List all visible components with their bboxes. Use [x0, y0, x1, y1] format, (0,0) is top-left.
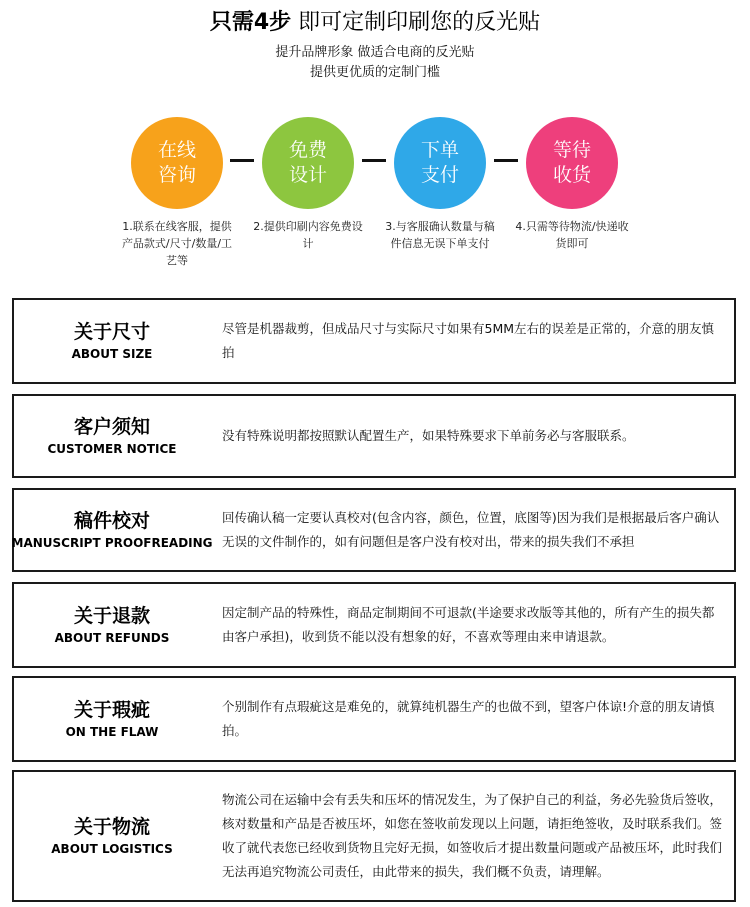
notice-text: 个别制作有点瑕疵这是难免的，就算纯机器生产的也做不到，望客户体谅!介意的朋友请慎拍。	[222, 699, 715, 738]
step-3-line2: 支付	[420, 164, 459, 186]
page-title-rest: 即可定制印刷您的反光贴	[291, 10, 541, 35]
step-4-circle	[526, 117, 618, 209]
step-2-circle	[262, 117, 354, 209]
step-1-description: 1.联系在线客服，提供产品款式/尺寸/数量/工艺等	[121, 220, 233, 267]
notice-text: 物流公司在运输中会有丢失和压坏的情况发生，为了保护自己的利益，务必先验货后签收，核对数量和产品是否被压坏，如您在签收前发现以上问题，请拒绝签收，及时联系我们。签收了就代表您已经收到货物且完好无损，如签收后才提出数量问题或产品被压坏，此时我们无法再追究物流公司责任，由此带来的损失，我们概不负责，请理解。	[222, 792, 723, 879]
notice-text: 因定制产品的特殊性，商品定制期间不可退款(半途要求改版等其他的，所有产生的损失都由客户承担)，收到货不能以没有想象的好，不喜欢等理由来申请退款。	[222, 605, 715, 644]
step-connector-1	[230, 159, 254, 162]
step-1-line2: 咨询	[157, 164, 196, 186]
step-4-description: 4.只需等待物流/快递收货即可	[515, 220, 629, 250]
step-1-line1: 在线	[157, 139, 196, 161]
notice-about-size	[12, 298, 736, 384]
notice-title-en: ABOUT REFUNDS	[54, 631, 170, 645]
notice-title-en: ON THE FLAW	[65, 725, 159, 739]
notice-title-en: MANUSCRIPT PROOFREADING	[11, 536, 213, 550]
notice-title-en: ABOUT LOGISTICS	[51, 842, 173, 856]
step-connector-2	[362, 159, 386, 162]
notice-title-cn: 客户须知	[73, 416, 150, 438]
step-3-description: 3.与客服确认数量与稿件信息无误下单支付	[385, 220, 495, 250]
step-2-line1: 免费	[288, 139, 327, 161]
notice-title-en: CUSTOMER NOTICE	[47, 442, 177, 456]
step-2-line2: 设计	[288, 164, 327, 186]
notice-text: 回传确认稿一定要认真校对(包含内容，颜色，位置，底图等)因为我们是根据最后客户确认无误的文件制作的，如有问题但是客户没有校对出，带来的损失我们不承担	[222, 510, 720, 549]
notice-text: 没有特殊说明都按照默认配置生产，如果特殊要求下单前务必与客服联系。	[222, 428, 635, 443]
subtitle-line-2: 提供更优质的定制门槛	[309, 65, 440, 80]
notice-manuscript-proofreading	[12, 488, 736, 572]
page-title	[0, 8, 750, 38]
notice-text: 尽管是机器裁剪，但成品尺寸与实际尺寸如果有5MM左右的误差是正常的，介意的朋友慎拍	[222, 321, 715, 360]
step-1-circle	[131, 117, 223, 209]
step-4-line2: 收货	[552, 164, 591, 186]
notice-on-the-flaw	[12, 676, 736, 762]
step-4-line1: 等待	[552, 139, 591, 161]
step-3-line1: 下单	[420, 139, 459, 161]
notice-title-cn: 关于瑕疵	[73, 699, 150, 721]
step-2-description: 2.提供印刷内容免费设计	[253, 220, 363, 250]
notice-about-refunds	[12, 582, 736, 668]
notice-title-en: ABOUT SIZE	[71, 347, 153, 361]
subtitle-line-1: 提升品牌形象 做适合电商的反光贴	[275, 45, 475, 60]
notice-title-cn: 关于尺寸	[73, 321, 150, 343]
page-title-bold: 只需4步	[209, 10, 292, 35]
notice-customer-notice	[12, 394, 736, 478]
step-3-circle	[394, 117, 486, 209]
notice-title-cn: 关于退款	[73, 605, 150, 627]
notice-title-cn: 稿件校对	[73, 510, 150, 532]
notice-about-logistics	[12, 770, 736, 902]
notice-title-cn: 关于物流	[73, 816, 150, 838]
step-connector-3	[494, 159, 518, 162]
